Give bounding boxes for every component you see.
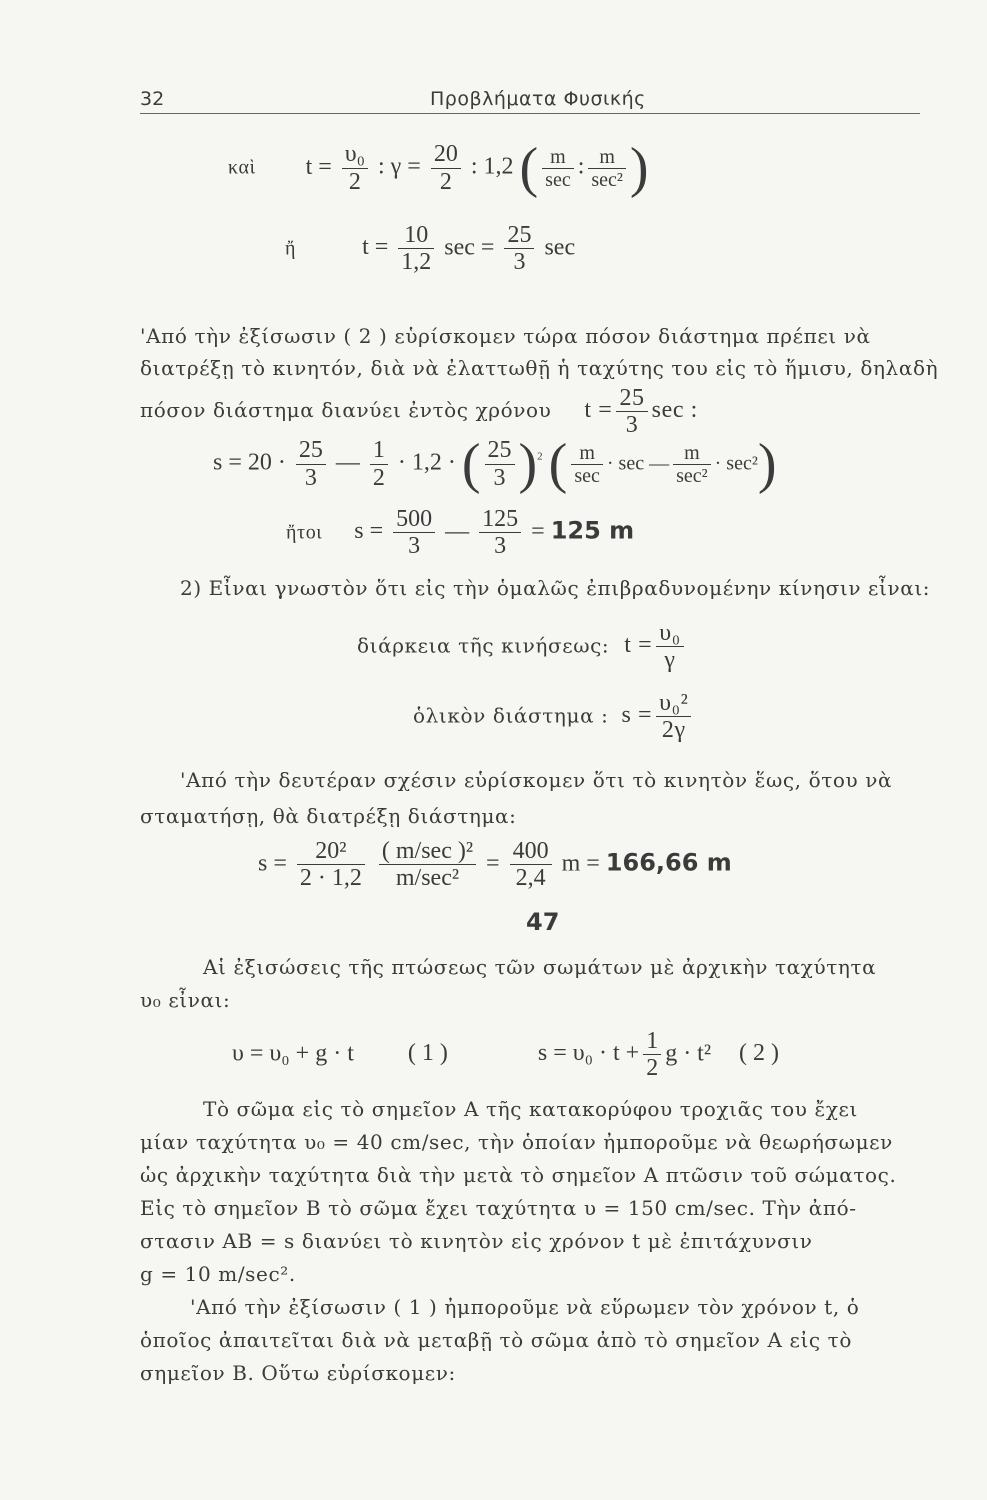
eq6-right-number: ( 2 ) (739, 1040, 780, 1067)
para1-line3-text: πόσον διάστημα διανύει ἐντὸς χρόνου (140, 398, 552, 422)
para3-line2: μίαν ταχύτητα υ₀ = 40 cm/sec, τὴν ὁποίαν ἠμποροῦμε νὰ θεωρήσωμεν (140, 1130, 893, 1154)
eq1-frac1: $\frac{\text{υ₀}}{2}$ (342, 141, 368, 195)
page-number: 32 (140, 88, 165, 110)
distance-lhs: s = (621, 702, 653, 729)
eq3-unit-end: · sec² (714, 452, 758, 475)
eq5-frac3: $\frac{400}{2,4}$ (510, 838, 552, 892)
eq3-frac1: $\frac{25}{3}$ (296, 437, 326, 491)
part2-intro: 2) Εἶναι γνωστὸν ὅτι εἰς τὴν ὁμαλῶς ἐπιβραδυνομένην κίνησιν εἶναι: (180, 576, 931, 600)
equation-1 (228, 137, 649, 199)
para4-line1: 'Από τὴν ἐξίσωσιν ( 1 ) ἠμποροῦμε νὰ εὕρωμεν τὸν χρόνον t, ὁ (190, 1295, 860, 1319)
eq6-frac: $\frac{1}{2}$ (643, 1028, 661, 1082)
para4-line3: σημεῖον Β. Οὕτω εὑρίσκομεν: (140, 1361, 456, 1385)
eq6-right-lhs: s = υ₀ · t + (537, 1040, 640, 1067)
part2-distance (413, 690, 695, 744)
eq2-prefix: ἤ (285, 237, 297, 260)
eq3-frac3: $\frac{25}{3}$ (485, 437, 515, 491)
right-paren: ) (629, 137, 649, 199)
eq6-left: υ = υ₀ + g · t (232, 1040, 354, 1067)
equation-3 (213, 433, 777, 495)
eq4-prefix: ἤτοι (286, 521, 323, 544)
para1-line3 (140, 372, 698, 438)
eq3-lhs: s = 20 · (213, 449, 286, 476)
eq5-unit: m = (561, 850, 600, 877)
eq4-result: 125 m (550, 516, 635, 545)
eq4-frac1: $\frac{500}{3}$ (393, 506, 435, 560)
problem-line2: υ₀ εἶναι: (140, 988, 231, 1012)
eq4-lhs: s = (354, 518, 384, 545)
eq1-colon: : (577, 153, 585, 180)
duration-lhs: t = (624, 632, 653, 659)
part2-duration (357, 620, 688, 674)
eq6-right-rest: g · t² (665, 1040, 712, 1067)
distance-frac: $\frac{\text{υ₀²}}{2\gamma}$ (656, 690, 691, 744)
eq3-unit1: $\frac{m}{\sec}$ (571, 442, 603, 487)
para3-line6: g = 10 m/sec². (140, 1262, 296, 1286)
eq1-unit2: $\frac{m}{\text{sec²}}$ (588, 146, 626, 191)
para3-line4: Εἰς τὸ σημεῖον Β τὸ σῶμα ἔχει ταχύτητα υ = 150 cm/sec. Τὴν ἀπό- (140, 1196, 857, 1220)
eq5-eq: = (486, 850, 500, 877)
para2-line1: 'Από τὴν δευτέραν σχέσιν εὑρίσκομεν ὅτι τὸ κινητὸν ἕως, ὅτου νὰ (180, 768, 893, 792)
eq1-prefix: καὶ (228, 156, 256, 179)
paren-open-1: ( (461, 433, 481, 495)
eq3-unit-mid: · sec — (606, 452, 670, 475)
eq2-lhs: t = (362, 234, 389, 261)
problem-line1: Αἱ ἐξισώσεις τῆς πτώσεως τῶν σωμάτων μὲ ἀρχικὴν ταχύτητα (203, 955, 877, 979)
para1-line1: 'Από τὴν ἐξίσωσιν ( 2 ) εὑρίσκομεν τώρα πόσον διάστημα πρέπει νὰ (140, 324, 871, 348)
para3-line3: ὡς ἀρχικὴν ταχύτητα διὰ τὴν μετὰ τὸ σημεῖον Α πτῶσιν τοῦ σώματος. (140, 1163, 897, 1187)
para3-line1: Τὸ σῶμα εἰς τὸ σημεῖον Α τῆς κατακορύφου τροχιᾶς του ἔχει (203, 1097, 858, 1121)
duration-frac: $\frac{\text{υ₀}}{\gamma}$ (656, 620, 683, 674)
equation-5 (258, 838, 732, 892)
para1-line3-frac: $\frac{25}{3}$ (616, 385, 647, 439)
eq1-frac2: $\frac{20}{2}$ (431, 141, 461, 195)
eq1-lhs: t = (305, 153, 332, 180)
header-rule (140, 113, 920, 114)
eq5-lhs: s = (258, 850, 287, 877)
equation-2 (285, 222, 575, 276)
paren-close-1: ) (518, 433, 538, 495)
eq3-unit2: $\frac{m}{\text{sec²}}$ (673, 442, 711, 487)
eq1-unit1: $\frac{m}{\sec}$ (542, 146, 574, 191)
para4-line2: ὁποῖος ἀπαιτεῖται διὰ νὰ μεταβῇ τὸ σῶμα ἀπὸ τὸ σημεῖον Α εἰς τὸ (140, 1328, 852, 1352)
left-paren: ( (519, 137, 539, 199)
para1-line2: διατρέξῃ τὸ κινητόν, διὰ νὰ ἐλαττωθῇ ἡ ταχύτης του εἰς τὸ ἥμισυ, δηλαδὴ (140, 356, 939, 380)
eq1-op1: : γ = (378, 153, 421, 180)
eq5-frac2: $\frac{\text{( m/sec )²}}{\text{m/sec²}}$ (379, 838, 476, 892)
eq4-minus: — (445, 518, 470, 545)
eq4-frac2: $\frac{125}{3}$ (479, 506, 521, 560)
para2-line2: σταματήσῃ, θὰ διατρέξῃ διάστημα: (140, 804, 517, 828)
eq4-eq: = (531, 518, 545, 545)
eq2-frac1: $\frac{10}{1,2}$ (398, 222, 434, 276)
eq6-left-number: ( 1 ) (407, 1040, 448, 1067)
para1-line3-lhs: t = (584, 397, 613, 423)
equation-4 (286, 506, 634, 560)
duration-label: διάρκεια τῆς κινήσεως: (357, 633, 610, 658)
para1-line3-unit: sec : (651, 397, 698, 423)
eq1-op2: : 1,2 (470, 153, 514, 180)
para3-line5: στασιν ΑΒ = s διανύει τὸ κινητὸν εἰς χρόνον t μὲ ἐπιτάχυνσιν (140, 1229, 813, 1253)
eq5-frac1: $\frac{\text{20²}}{2 \cdot 1,2}$ (297, 838, 365, 892)
equation-6 (232, 1028, 779, 1082)
eq2-mid: sec = (444, 234, 495, 261)
eq3-square: 2 (537, 450, 543, 463)
running-title: Προβλήματα Φυσικής (430, 88, 646, 110)
paren-close-2: ) (757, 433, 777, 495)
distance-label: ὁλικὸν διάστημα : (413, 703, 609, 728)
eq2-frac2: $\frac{25}{3}$ (504, 222, 534, 276)
eq2-unit: sec (544, 234, 576, 261)
eq3-minus: — (335, 449, 360, 476)
eq3-frac2: $\frac{1}{2}$ (370, 437, 388, 491)
eq3-mid: · 1,2 · (397, 449, 456, 476)
paren-open-2: ( (548, 433, 568, 495)
problem-number: 47 (526, 908, 560, 936)
eq5-result: 166,66 m (605, 848, 732, 877)
